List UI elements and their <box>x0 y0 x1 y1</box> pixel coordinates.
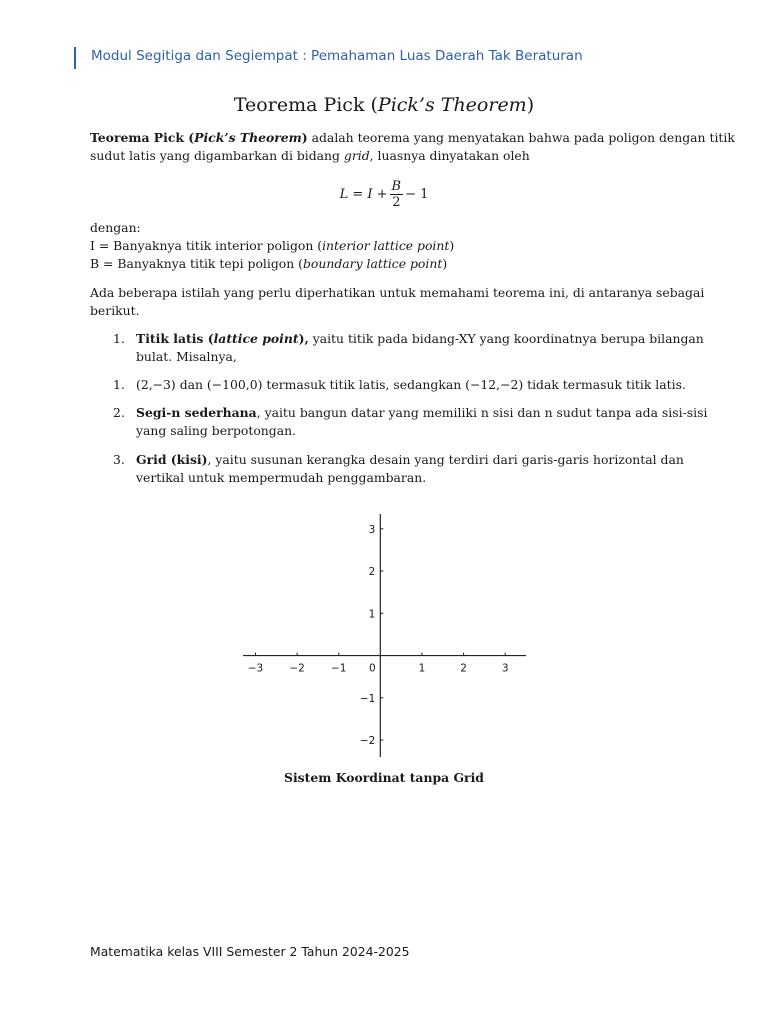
list-number: 2. <box>113 405 125 420</box>
list-number: 3. <box>113 452 125 467</box>
def-i <box>90 237 690 255</box>
intro-line1-rest: adalah teorema yang menyatakan bahwa pada poligon dengan titik <box>307 130 735 145</box>
intro-bold-b: ) <box>301 130 308 145</box>
list-rest: , yaitu bangun datar yang memiliki n sisi dan n sudut tanpa ada sisi-sisi <box>256 405 708 420</box>
pick-formula <box>0 174 768 214</box>
formula-numerator: B <box>391 178 402 194</box>
intro-line2-b: , luasnya dinyatakan oleh <box>369 148 530 163</box>
x-tick-label: 3 <box>501 662 509 675</box>
coordinate-plane <box>228 510 538 765</box>
x-tick-label: 0 <box>368 662 376 675</box>
intro-line2-a: sudut latis yang digambarkan di bidang <box>90 148 344 163</box>
list-bold: Segi-n sederhana <box>136 405 257 420</box>
def-i-italic: interior lattice point <box>322 238 450 253</box>
def-b-italic: boundary lattice point <box>302 256 443 271</box>
formula-lhs: L = I + <box>339 186 388 202</box>
intro-line-1 <box>90 129 735 147</box>
dengan-label: dengan: <box>90 220 141 235</box>
intro-line-2 <box>90 147 690 165</box>
y-tick-label: 2 <box>368 566 376 579</box>
x-tick-label: 1 <box>418 662 426 675</box>
list-number: 1. <box>113 331 125 346</box>
title-main: Teorema Pick ( <box>233 94 378 116</box>
def-b-b: ) <box>442 256 448 271</box>
list-number: 1. <box>113 377 125 392</box>
list-rest: yaitu titik pada bidang-XY yang koordinatnya berupa bilangan <box>308 331 704 346</box>
y-tick-label: 3 <box>368 523 376 536</box>
page-title <box>0 94 768 116</box>
header-accent-bar <box>74 47 76 69</box>
def-i-a: I = Banyaknya titik interior poligon ( <box>90 238 323 253</box>
para2-line-1: Ada beberapa istilah yang perlu diperhatikan untuk memahami teorema ini, di antaranya sebagai <box>90 285 705 300</box>
running-header: Modul Segitiga dan Segiempat : Pemahaman Luas Daerah Tak Beraturan <box>91 48 583 64</box>
para2-line-2: berikut. <box>90 303 140 318</box>
formula-fraction <box>390 179 404 210</box>
y-tick-label: −1 <box>359 692 376 705</box>
y-tick-label: −2 <box>359 735 376 748</box>
x-tick-label: 2 <box>460 662 467 675</box>
figure-caption: Sistem Koordinat tanpa Grid <box>284 770 484 785</box>
y-tick-label: 1 <box>368 608 376 621</box>
formula-rhs: − 1 <box>405 186 429 202</box>
list-rest: , yaitu susunan kerangka desain yang terdiri dari garis-garis horizontal dan <box>207 452 684 467</box>
list-bold-b: ), <box>298 331 309 346</box>
intro-bold-a: Teorema Pick ( <box>90 130 195 145</box>
list-bold: Grid (kisi) <box>136 452 208 467</box>
x-tick-label: −3 <box>247 662 264 675</box>
intro-bold-italic: Pick’s Theorem <box>194 130 302 145</box>
def-i-b: ) <box>449 238 455 253</box>
list-text: (2,−3) dan (−100,0) termasuk titik latis, sedangkan (−12,−2) tidak termasuk titik latis. <box>136 377 686 392</box>
coordinate-chart <box>228 510 538 765</box>
intro-line2-italic: grid <box>343 148 370 163</box>
list-bold-a: Titik latis ( <box>136 331 214 346</box>
list-line-2: vertikal untuk mempermudah penggambaran. <box>136 470 427 485</box>
list-bold-italic: lattice point <box>213 331 299 346</box>
list-line-2: bulat. Misalnya, <box>136 349 237 364</box>
page-footer: Matematika kelas VIII Semester 2 Tahun 2024-2025 <box>90 944 410 959</box>
list-line-2: yang saling berpotongan. <box>136 423 296 438</box>
x-tick-label: −1 <box>330 662 347 675</box>
title-end: ) <box>526 94 535 116</box>
formula-denominator: 2 <box>392 194 401 210</box>
x-tick-label: −2 <box>289 662 305 675</box>
def-b <box>90 255 690 273</box>
def-b-a: B = Banyaknya titik tepi poligon ( <box>90 256 303 271</box>
title-italic: Pick’s Theorem <box>377 94 527 116</box>
